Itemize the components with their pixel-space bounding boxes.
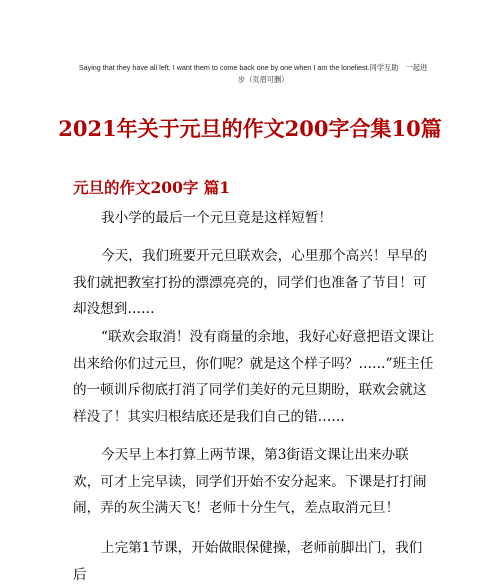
header-text-line1: Saying that they have all left, I want them to come back one by one when I am the loneliest.同学互助 一起进: [78, 63, 428, 72]
paragraph-2: 今天，我们班要开元旦联欢会，心里那个高兴！早早的我们就把教室打扮的漂漂亮亮的，同学们也准备了节目！可却没想到……: [73, 248, 428, 317]
paragraph-4: 今天早上本打算上两节课，第3街语文课让出来办联欢，可才上完早读，同学们开始不安分起来。下课是打打闹闹，弄的灰尘满天飞！老师十分生气，差点取消元旦！: [73, 447, 427, 516]
paragraph-5: 上完第1节课，开始做眼保健操，老师前脚出门，我们后: [73, 540, 423, 583]
document-title: 2021年关于元旦的作文200字合集10篇: [58, 116, 442, 141]
page-header: [78, 62, 428, 86]
header-text-line2: 步（页眉可删）: [238, 75, 289, 84]
section-title: 元旦的作文200字 篇1: [73, 178, 231, 197]
paragraph-3: “联欢会取消！没有商量的余地，我好心好意把语文课让出来给你们过元旦，你们呢？就是这个样子吗？……”班主任的一顿训斥彻底打消了同学们美好的元旦期盼，联欢会就这样没了！其实归根结底还是我们自己的错……: [73, 329, 435, 425]
paragraph-1: 我小学的最后一个元旦竟是这样短暂！: [101, 210, 333, 226]
